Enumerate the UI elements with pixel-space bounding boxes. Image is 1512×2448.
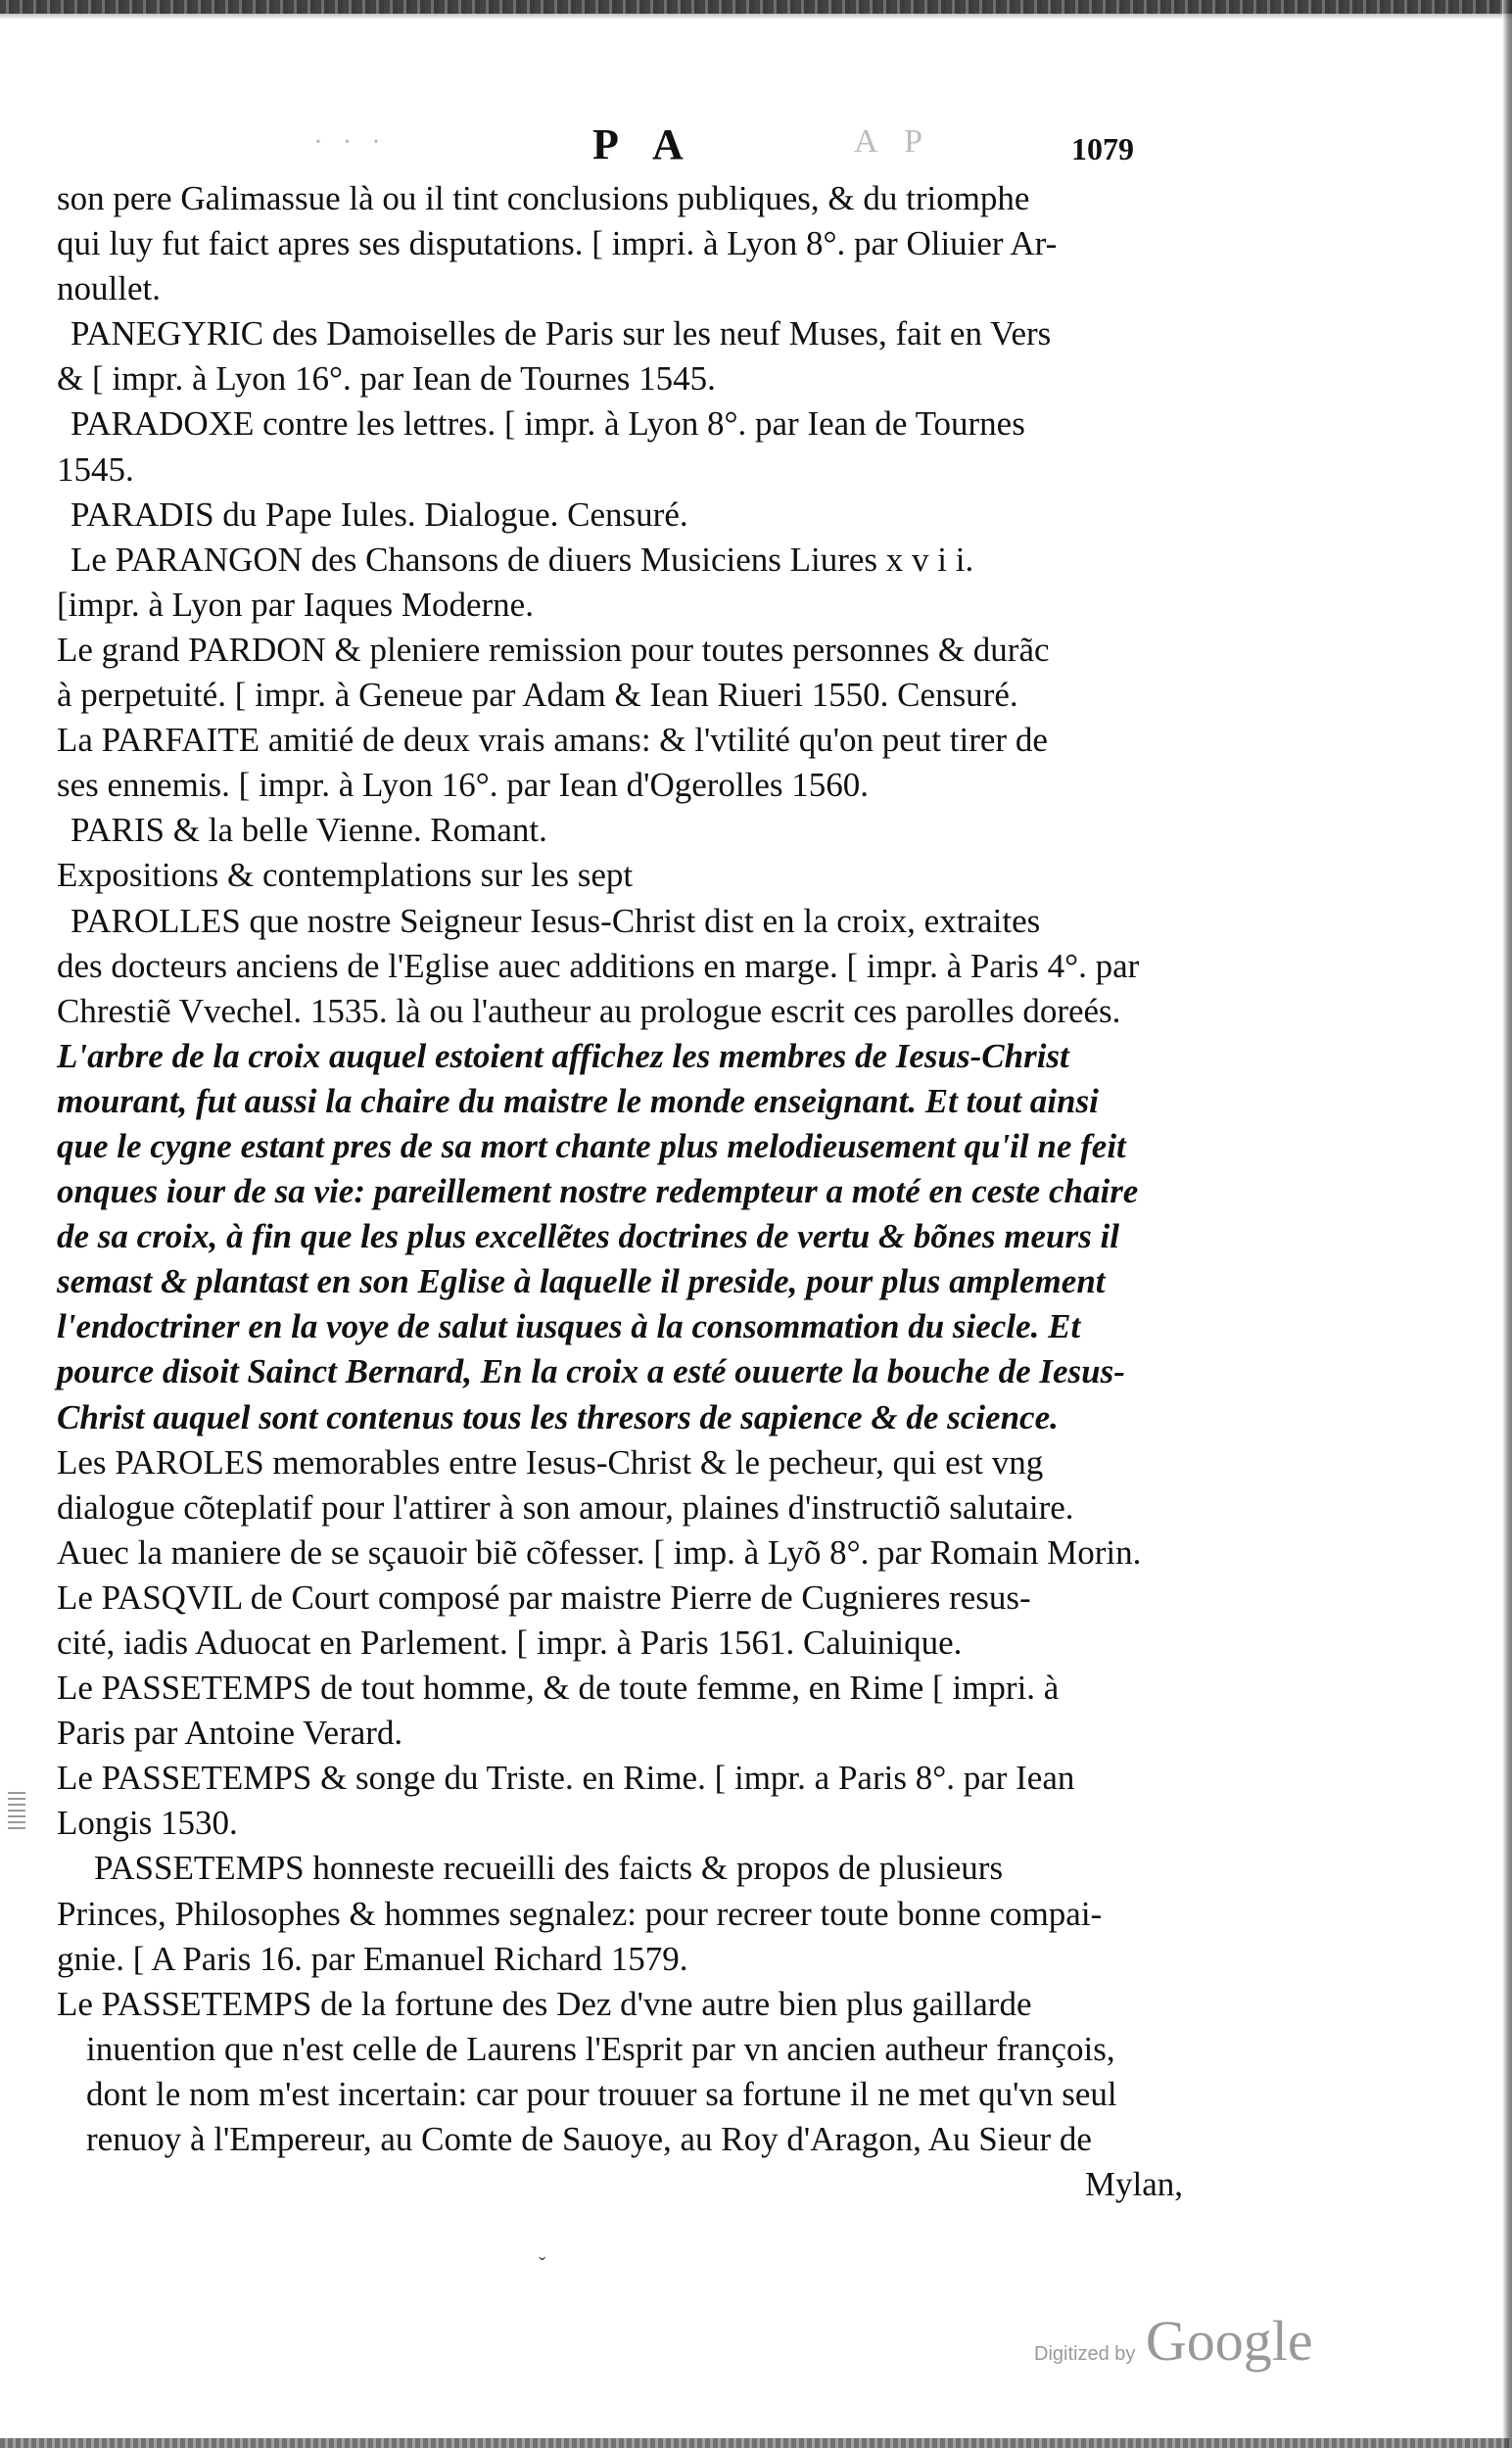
- entry-panegyric: PANEGYRIC des Damoiselles de Paris sur les neuf Muses, fait en Vers: [71, 314, 1052, 353]
- text-line: des docteurs anciens de l'Eglise auec additions en marge. [ impr. à Paris 4°. par: [57, 946, 1140, 985]
- text-line: Paris par Antoine Verard.: [57, 1714, 403, 1753]
- text-line: Longis 1530.: [57, 1804, 238, 1843]
- text-line: & [ impr. à Lyon 16°. par Iean de Tournes 1545.: [57, 359, 716, 399]
- margin-mark: [8, 1792, 25, 1831]
- italic-quote-line: de sa croix, à fin que les plus excellẽtes doctrines de vertu & bõnes meurs il: [57, 1217, 1119, 1256]
- text-line: cité, iadis Aduocat en Parlement. [ impr. à Paris 1561. Caluinique.: [57, 1624, 963, 1662]
- text-line: 1545.: [57, 449, 134, 489]
- entry-parangon: Le PARANGON des Chansons de diuers Musiciens Liures x v i i.: [71, 540, 974, 579]
- italic-quote-line: semast & plantast en son Eglise à laquelle il preside, pour plus amplement: [57, 1262, 1106, 1301]
- entry-pasquil: Le PASQVIL de Court composé par maistre Pierre de Cugnieres resus-: [57, 1577, 1031, 1617]
- bleed-through-left: · · ·: [313, 125, 387, 158]
- entry-paradoxe: PARADOXE contre les lettres. [ impr. à Lyon 8°. par Iean de Tournes: [71, 404, 1025, 444]
- entry-passetemps-triste: Le PASSETEMPS & songe du Triste. en Rime. [ impr. a Paris 8°. par Iean: [57, 1759, 1075, 1798]
- page-body: [57, 176, 1183, 2207]
- text-line: dialogue cõteplatif pour l'attirer à son amour, plaines d'instructiõ salutaire.: [57, 1487, 1074, 1527]
- running-head: P A: [592, 120, 697, 168]
- text-line: qui luy fut faict apres ses disputations. [ impri. à Lyon 8°. par Oliuier Ar-: [57, 224, 1058, 263]
- text-line: son pere Galimassue là ou il tint conclusions publiques, & du triomphe: [57, 179, 1030, 217]
- italic-quote-line: onques iour de sa vie: pareillement nostre redempteur a moté en ceste chaire: [57, 1172, 1139, 1211]
- entry-passetemps-fortune: Le PASSETEMPS de la fortune des Dez d'vne autre bien plus gaillarde: [57, 1984, 1032, 2023]
- entry-passetemps-homme: Le PASSETEMPS de tout homme, & de toute femme, en Rime [ impri. à: [57, 1669, 1060, 1708]
- page-header: [0, 118, 1512, 176]
- google-logo: Google: [1145, 2309, 1313, 2373]
- catchword: Mylan,: [1084, 2165, 1183, 2204]
- text-line: ses ennemis. [ impr. à Lyon 16°. par Iean d'Ogerolles 1560.: [57, 766, 870, 805]
- text-line: noullet.: [57, 269, 161, 308]
- entry-pardon: Le grand PARDON & pleniere remission pour toutes personnes & durãc: [57, 630, 1050, 669]
- italic-quote-line: L'arbre de la croix auquel estoient affichez les membres de Iesus-Christ: [57, 1036, 1069, 1075]
- scan-top-shadow: [0, 14, 1512, 20]
- scan-bottom-edge: [0, 2438, 1512, 2448]
- caret-mark: ˇ: [539, 2252, 546, 2277]
- text-line: Chrestiẽ Vvechel. 1535. là ou l'autheur au prologue escrit ces parolles doreés.: [57, 991, 1121, 1030]
- digitized-by-label: Digitized by: [1034, 2343, 1136, 2365]
- entry-parfaite: La PARFAITE amitié de deux vrais amans: & l'vtilité qu'on peut tirer de: [57, 721, 1048, 760]
- italic-quote-line: Christ auquel sont contenus tous les thresors de sapience & de science.: [57, 1397, 1059, 1436]
- italic-quote-line: mourant, fut aussi la chaire du maistre le monde enseignant. Et tout ainsi: [57, 1081, 1099, 1120]
- google-watermark: [1034, 2308, 1313, 2374]
- entry-parolles: PAROLLES que nostre Seigneur Iesus-Christ dist en la croix, extraites: [71, 901, 1041, 940]
- bleed-through-right: A P: [854, 123, 933, 160]
- italic-quote-line: l'endoctriner en la voye de salut iusques à la consommation du siecle. Et: [57, 1307, 1081, 1346]
- entry-paroles: Les PAROLES memorables entre Iesus-Christ & le pecheur, qui est vng: [57, 1442, 1044, 1482]
- entry-paradis: PARADIS du Pape Iules. Dialogue. Censuré.: [71, 494, 688, 534]
- text-line: gnie. [ A Paris 16. par Emanuel Richard 1579.: [57, 1939, 688, 1978]
- page-number: 1079: [1071, 131, 1134, 166]
- scan-right-edge: [1502, 0, 1512, 2448]
- text-line: [impr. à Lyon par Iaques Moderne.: [57, 585, 534, 624]
- text-line: Princes, Philosophes & hommes segnalez: pour recreer toute bonne compai-: [57, 1894, 1103, 1933]
- text-line: Expositions & contemplations sur les sept: [57, 856, 634, 895]
- text-line: Auec la maniere de se sçauoir biẽ cõfesser. [ imp. à Lyõ 8°. par Romain Morin.: [57, 1532, 1142, 1572]
- text-line: inuention que n'est celle de Laurens l'Esprit par vn ancien autheur françois,: [86, 2029, 1115, 2068]
- entry-paris: PARIS & la belle Vienne. Romant.: [71, 811, 547, 850]
- italic-quote-line: que le cygne estant pres de sa mort chante plus melodieusement qu'il ne feit: [57, 1126, 1126, 1165]
- text-line: à perpetuité. [ impr. à Geneue par Adam & Iean Riueri 1550. Censuré.: [57, 676, 1018, 715]
- scan-top-edge: [0, 0, 1512, 14]
- text-line: renuoy à l'Empereur, au Comte de Sauoye, au Roy d'Aragon, Au Sieur de: [86, 2120, 1092, 2159]
- italic-quote-line: pource disoit Sainct Bernard, En la croix a esté ouuerte la bouche de Iesus-: [57, 1352, 1125, 1391]
- text-line: dont le nom m'est incertain: car pour trouuer sa fortune il ne met qu'vn seul: [86, 2074, 1117, 2113]
- entry-passetemps-honneste: PASSETEMPS honneste recueilli des faicts & propos de plusieurs: [94, 1849, 1004, 1888]
